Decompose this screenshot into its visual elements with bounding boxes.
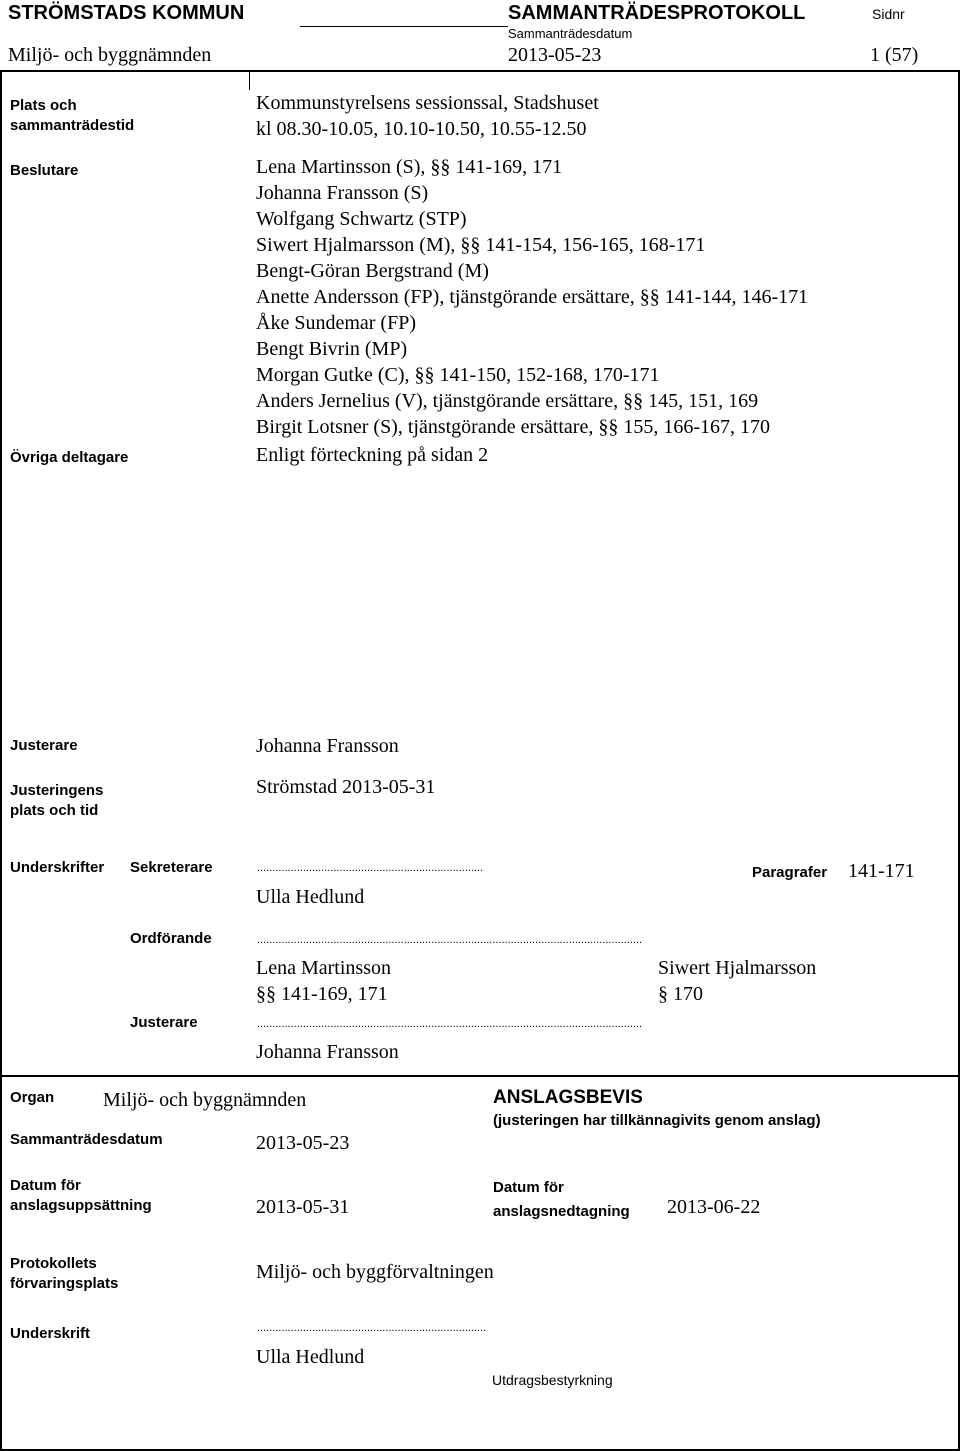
place-label: Plats och sammanträdestid bbox=[10, 97, 135, 134]
decision-makers-list bbox=[256, 154, 808, 440]
posted-date: 2013-05-31 bbox=[256, 1196, 350, 1218]
frame-left bbox=[0, 70, 2, 1451]
organ-value: Miljö- och byggnämnden bbox=[103, 1089, 307, 1111]
adjuster-signature-line: .............................................................................................................................. bbox=[257, 1018, 643, 1030]
adjuster-sign-name: Johanna Fransson bbox=[256, 1041, 399, 1063]
meeting-date: 2013-05-23 bbox=[508, 44, 602, 66]
paragraphs-label: Paragrafer bbox=[752, 864, 828, 881]
municipality-name: STRÖMSTADS KOMMUN bbox=[8, 2, 245, 24]
meeting-date-label: Sammanträdesdatum bbox=[508, 26, 633, 41]
member-row: Morgan Gutke (C), §§ 141-150, 152-168, 170-171 bbox=[256, 364, 660, 386]
document-type: SAMMANTRÄDESPROTOKOLL bbox=[508, 2, 806, 24]
signatures-label: Underskrifter bbox=[10, 859, 105, 876]
others-label: Övriga deltagare bbox=[10, 449, 129, 466]
member-row: Anette Andersson (FP), tjänstgörande ersättare, §§ 141-144, 146-171 bbox=[256, 286, 809, 308]
adjuster-sign-label: Justerare bbox=[130, 1014, 198, 1031]
member-row: Bengt-Göran Bergstrand (M) bbox=[256, 260, 489, 282]
notice-subtitle: (justeringen har tillkännagivits genom anslag) bbox=[493, 1112, 821, 1129]
storage-value: Miljö- och byggförvaltningen bbox=[256, 1261, 494, 1283]
removed-date-label: Datum för anslagsnedtagning bbox=[493, 1179, 630, 1220]
chair-label: Ordförande bbox=[130, 930, 212, 947]
member-row: Johanna Fransson (S) bbox=[256, 182, 429, 204]
member-row: Åke Sundemar (FP) bbox=[256, 312, 416, 334]
notice-meeting-date-label: Sammanträdesdatum bbox=[10, 1131, 163, 1148]
adjuster-name: Johanna Fransson bbox=[256, 735, 399, 757]
adjustment-place-label: Justeringens plats och tid bbox=[10, 782, 104, 819]
secretary-name: Ulla Hedlund bbox=[256, 886, 365, 908]
member-row: Bengt Bivrin (MP) bbox=[256, 338, 408, 360]
sidnr-label: Sidnr bbox=[872, 6, 905, 22]
member-row: Lena Martinsson (S), §§ 141-169, 171 bbox=[256, 156, 563, 178]
member-row: Siwert Hjalmarsson (M), §§ 141-154, 156-165, 168-171 bbox=[256, 234, 706, 256]
chair-signature-line: .............................................................................................................................. bbox=[257, 934, 643, 946]
storage-label: Protokollets förvaringsplats bbox=[10, 1255, 119, 1292]
notice-meeting-date: 2013-05-23 bbox=[256, 1132, 350, 1154]
adjustment-place-value: Strömstad 2013-05-31 bbox=[256, 776, 436, 798]
header-rule bbox=[0, 70, 960, 72]
adjuster-label: Justerare bbox=[10, 737, 78, 754]
removed-date: 2013-06-22 bbox=[667, 1196, 761, 1218]
notice-signature-label: Underskrift bbox=[10, 1325, 91, 1342]
page-number: 1 (57) bbox=[870, 44, 919, 66]
notice-title: ANSLAGSBEVIS bbox=[493, 1087, 643, 1108]
paragraphs-value: 141-171 bbox=[848, 860, 915, 882]
chair-paragraphs-2: § 170 bbox=[658, 983, 703, 1005]
others-value: Enligt förteckning på sidan 2 bbox=[256, 444, 489, 466]
posted-date-label: Datum för anslagsuppsättning bbox=[10, 1177, 152, 1214]
chair-paragraphs-1: §§ 141-169, 171 bbox=[256, 983, 388, 1005]
place-value: Kommunstyrelsens sessionssal, Stadshuset kl 08.30-10.05, 10.10-10.50, 10.55-12.50 bbox=[256, 92, 599, 140]
member-row: Birgit Lotsner (S), tjänstgörande ersättare, §§ 155, 166-167, 170 bbox=[256, 416, 770, 438]
committee-name: Miljö- och byggnämnden bbox=[8, 44, 212, 66]
notice-signature-line: ........................................................................... bbox=[257, 1322, 487, 1334]
header-underline bbox=[300, 26, 508, 27]
decision-makers-label: Beslutare bbox=[10, 162, 79, 179]
chair-name-1: Lena Martinsson bbox=[256, 957, 391, 979]
member-row: Wolfgang Schwartz (STP) bbox=[256, 208, 467, 230]
notice-signature-name: Ulla Hedlund bbox=[256, 1346, 365, 1368]
notice-rule bbox=[0, 1075, 960, 1077]
certification-label: Utdragsbestyrkning bbox=[492, 1372, 613, 1388]
member-row: Anders Jernelius (V), tjänstgörande ersättare, §§ 145, 151, 169 bbox=[256, 390, 759, 412]
chair-name-2: Siwert Hjalmarsson bbox=[658, 957, 817, 979]
organ-label: Organ bbox=[10, 1089, 55, 1106]
column-tick bbox=[249, 72, 250, 90]
secretary-label: Sekreterare bbox=[130, 859, 213, 876]
secretary-signature-line: .......................................................................... bbox=[257, 862, 484, 874]
